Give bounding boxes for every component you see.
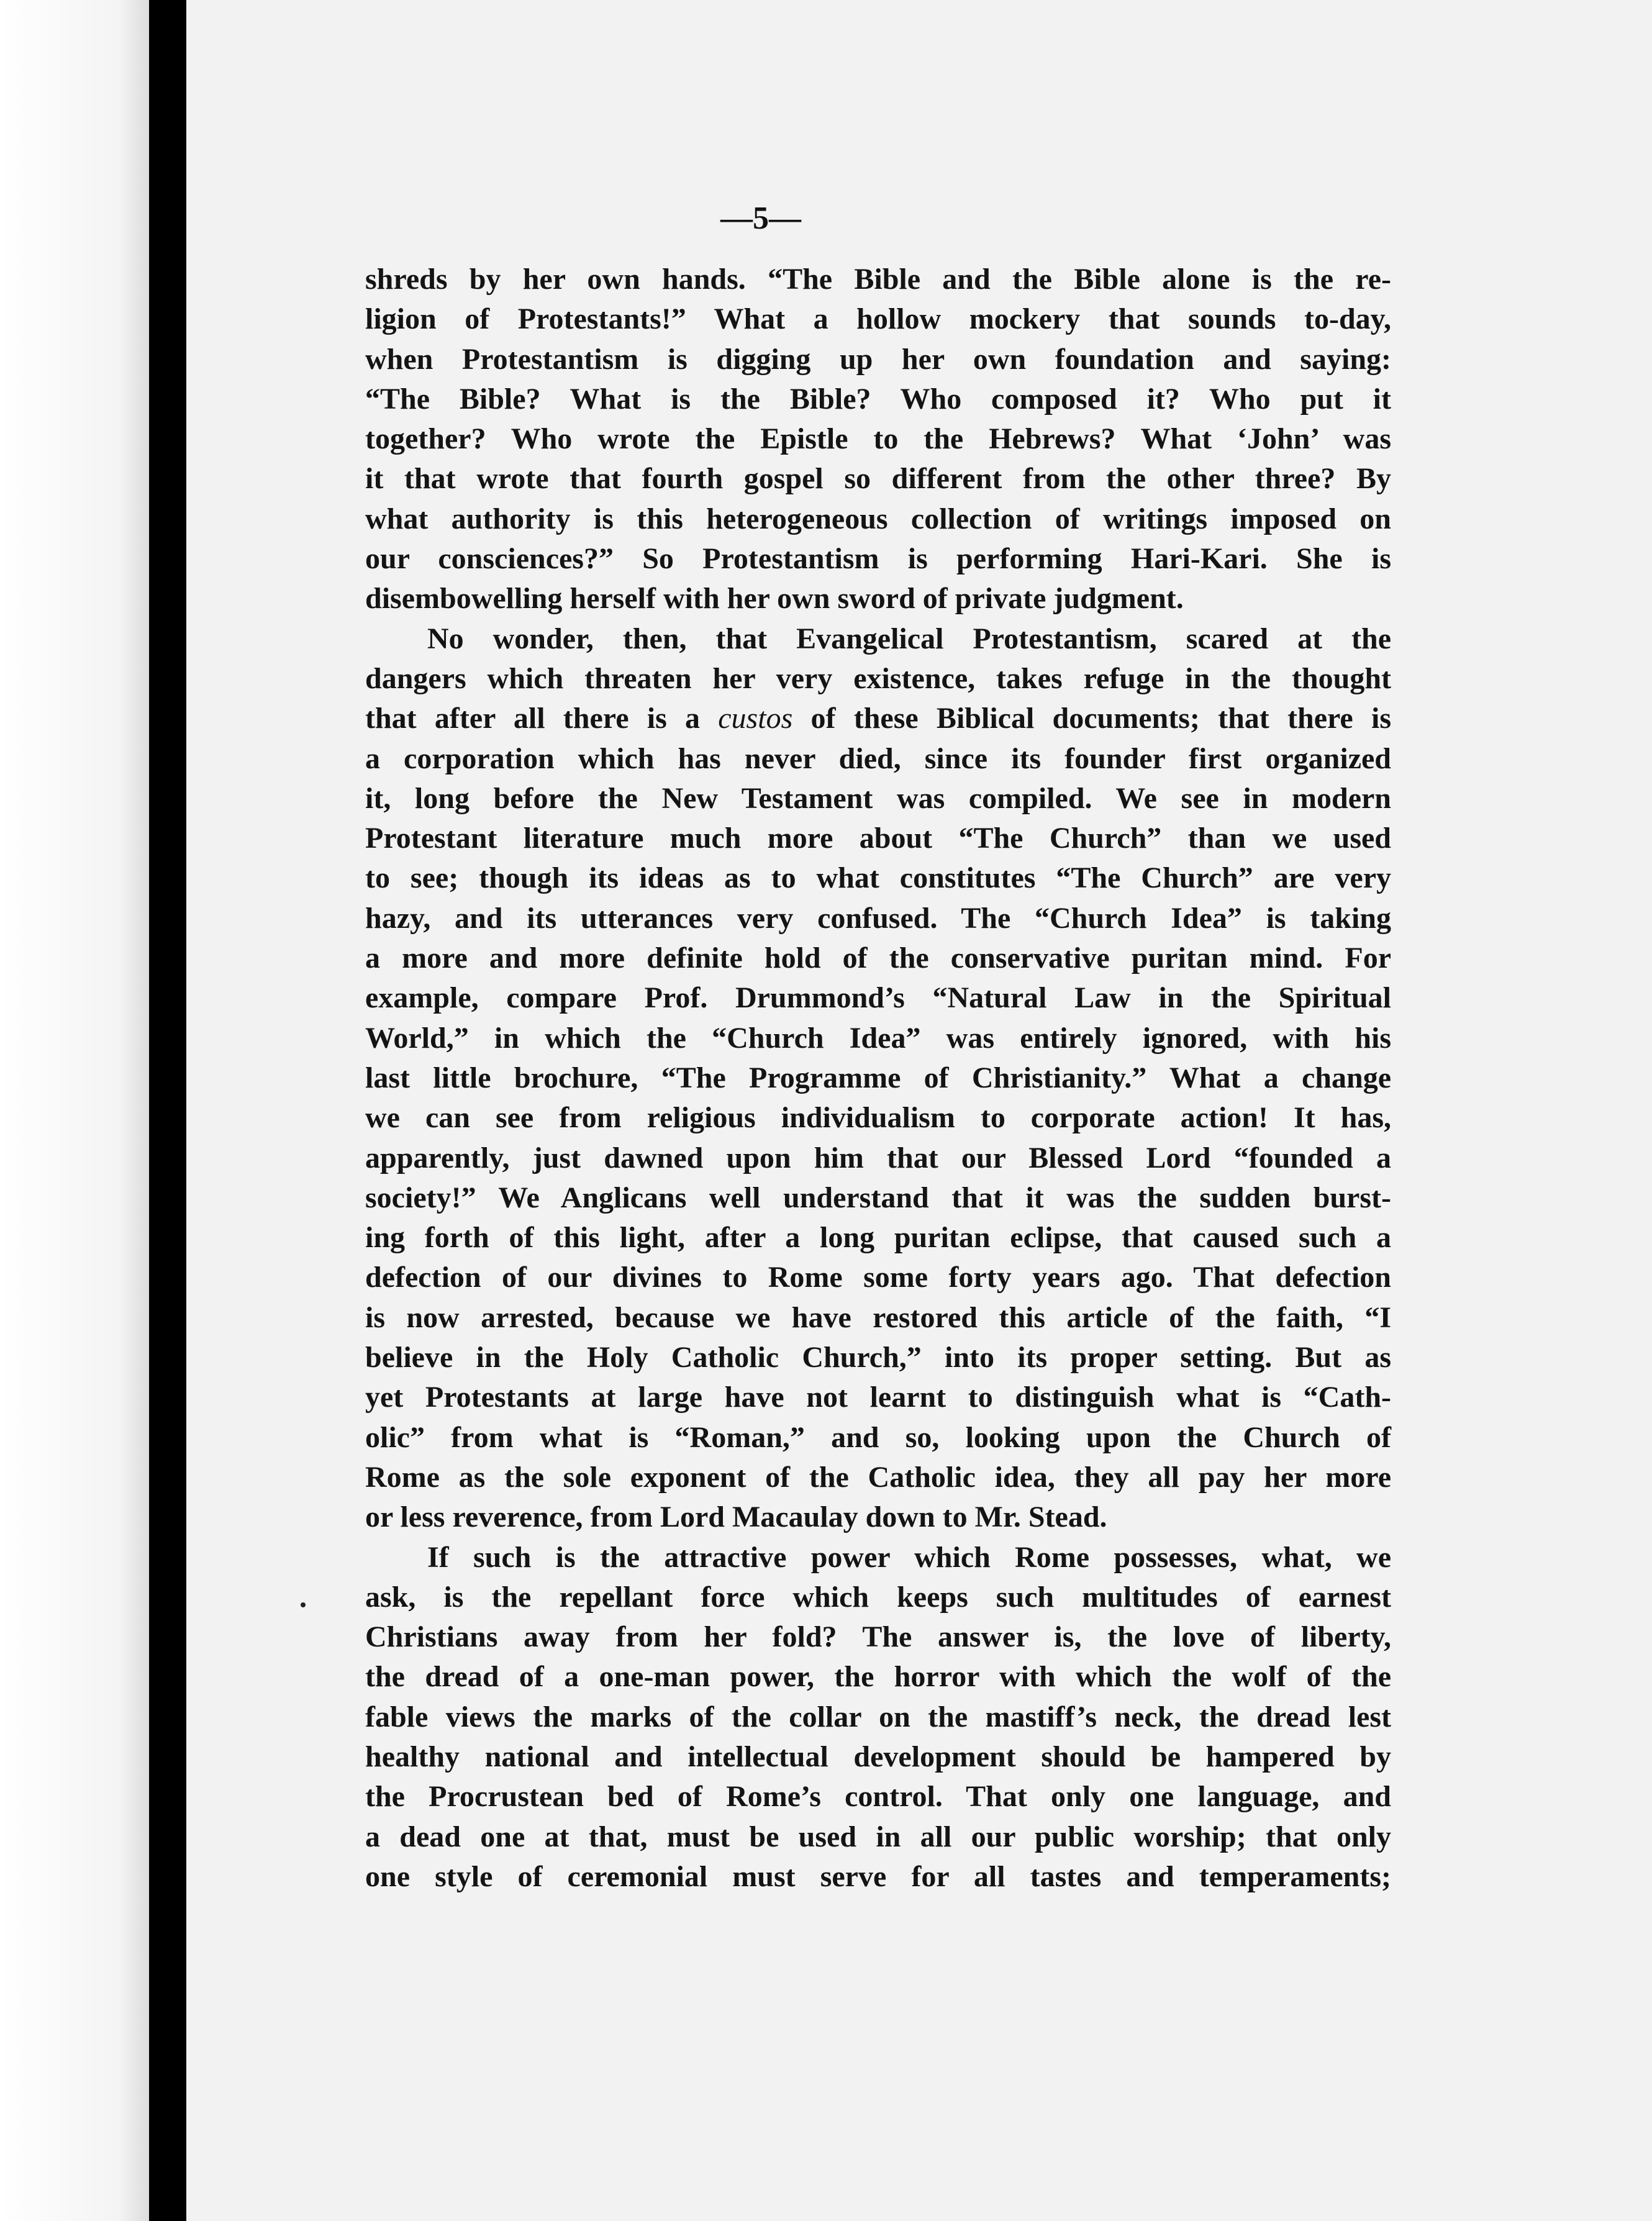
text-line: ligion of Protestants!” What a hollow mockery that sounds to-day, [365, 302, 1391, 336]
ink-speck [301, 1602, 306, 1607]
text-line: when Protestantism is digging up her own foundation and saying: [365, 342, 1391, 376]
text-line: society!” We Anglicans well understand that it was the sudden burst- [365, 1181, 1391, 1214]
text-line: we can see from religious individualism to corporate action! It has, [365, 1101, 1391, 1135]
text-line: to see; though its ideas as to what constitutes “The Church” are very [365, 861, 1391, 895]
text-line: that after all there is a custos of these Biblical documents; that there is [365, 702, 1391, 735]
text-line: dangers which threaten her very existence, takes refuge in the thought [365, 661, 1391, 695]
text-line: yet Protestants at large have not learnt to distinguish what is “Cath- [365, 1381, 1391, 1414]
text-line: or less reverence, from Lord Macaulay down to Mr. Stead. [365, 1501, 1107, 1534]
text-line: No wonder, then, that Evangelical Protestantism, scared at the [427, 622, 1391, 655]
text-line: “The Bible? What is the Bible? Who composed it? Who put it [365, 382, 1391, 416]
page-number: —5— [720, 201, 801, 236]
text-line: World,” in which the “Church Idea” was entirely ignored, with his [365, 1021, 1391, 1055]
italic-word: custos [718, 702, 793, 735]
text-line: it, long before the New Testament was compiled. We see in modern [365, 781, 1391, 815]
text-line: hazy, and its utterances very confused. The “Church Idea” is taking [365, 901, 1391, 935]
text-line: healthy national and intellectual development should be hampered by [365, 1740, 1391, 1773]
text-line: example, compare Prof. Drummond’s “Natural Law in the Spiritual [365, 981, 1391, 1015]
body-text [365, 260, 1391, 1897]
text-line: the dread of a one-man power, the horror with which the wolf of the [365, 1660, 1391, 1694]
text-line: our consciences?” So Protestantism is performing Hari-Kari. She is [365, 542, 1391, 576]
text-line: If such is the attractive power which Rome possesses, what, we [427, 1540, 1391, 1574]
text-line: Rome as the sole exponent of the Catholic idea, they all pay her more [365, 1460, 1391, 1494]
text-line: ing forth of this light, after a long puritan eclipse, that caused such a [365, 1221, 1391, 1255]
text-line: is now arrested, because we have restored this article of the faith, “I [365, 1301, 1391, 1334]
text-line: fable views the marks of the collar on the mastiff’s neck, the dread lest [365, 1700, 1391, 1733]
text-line: Protestant literature much more about “The Church” than we used [365, 822, 1391, 855]
text-line: apparently, just dawned upon him that our Blessed Lord “founded a [365, 1141, 1391, 1174]
text-line: the Procrustean bed of Rome’s control. That only one language, and [365, 1780, 1391, 1814]
scan-background [0, 0, 186, 2221]
text-line: Christians away from her fold? The answer is, the love of liberty, [365, 1620, 1391, 1654]
text-line: defection of our divines to Rome some forty years ago. That defection [365, 1261, 1391, 1294]
text-line: what authority is this heterogeneous collection of writings imposed on [365, 502, 1391, 535]
text-line: together? Who wrote the Epistle to the Hebrews? What ‘John’ was [365, 422, 1391, 456]
text-line: a corporation which has never died, since its founder first organized [365, 742, 1391, 775]
text-line: it that wrote that fourth gospel so different from the other three? By [365, 462, 1391, 496]
text-line: a more and more definite hold of the conservative puritan mind. For [365, 942, 1391, 975]
text-line: ask, is the repellant force which keeps such multitudes of earnest [365, 1580, 1391, 1614]
text-line: last little brochure, “The Programme of Christianity.” What a change [365, 1061, 1391, 1094]
text-line: a dead one at that, must be used in all our public worship; that only [365, 1820, 1391, 1853]
text-line: olic” from what is “Roman,” and so, looking upon the Church of [365, 1420, 1391, 1454]
facing-page-edge [0, 0, 149, 2221]
text-line: disembowelling herself with her own sword of private judgment. [365, 582, 1184, 615]
text-line: shreds by her own hands. “The Bible and the Bible alone is the re- [365, 263, 1391, 296]
text-line: one style of ceremonial must serve for all tastes and temperaments; [365, 1860, 1391, 1893]
text-line: believe in the Holy Catholic Church,” into its proper setting. But as [365, 1341, 1391, 1374]
